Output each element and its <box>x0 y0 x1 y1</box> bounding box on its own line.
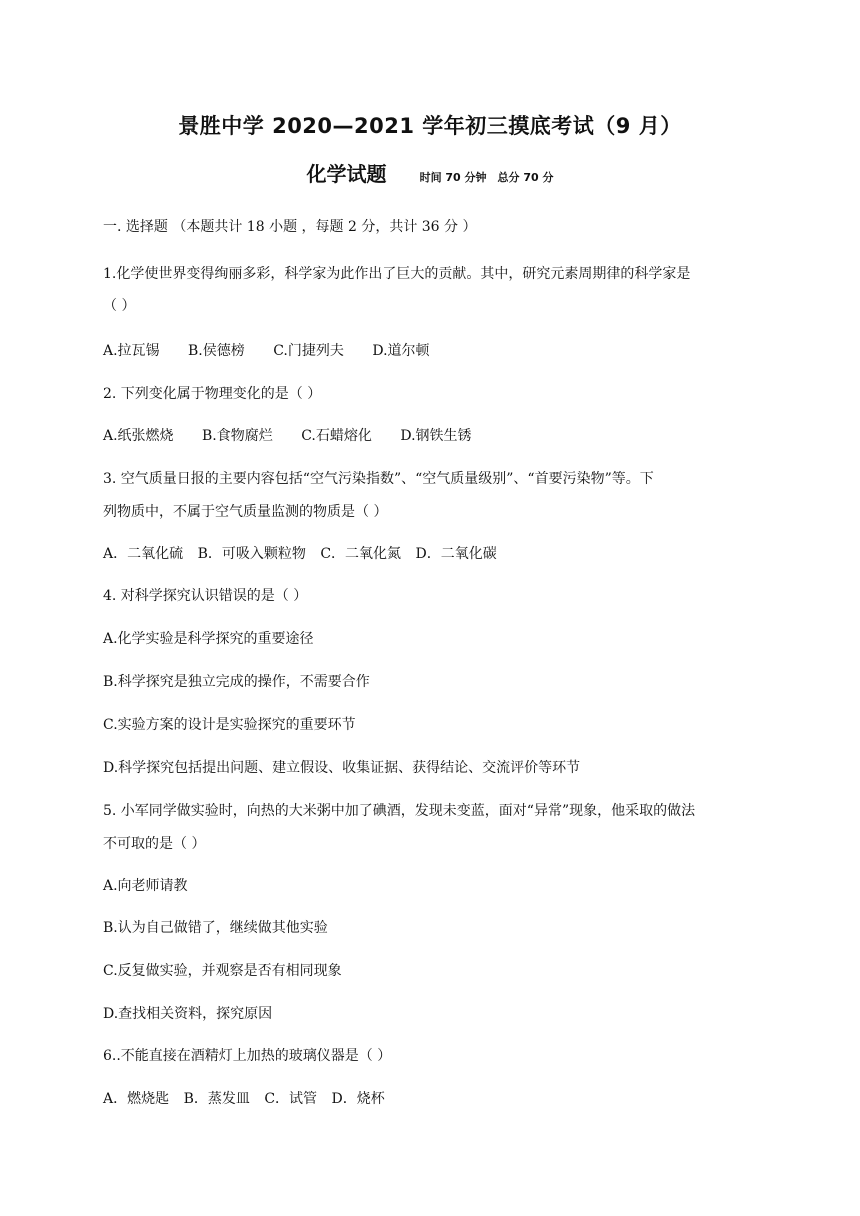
option-c: C．二氧化氮 <box>320 546 402 562</box>
question-2-options <box>103 425 496 445</box>
option-c: C.门捷列夫 <box>273 343 344 359</box>
question-5-text: 5. 小军同学做实验时，向热的大米粥中加了碘酒，发现未变蓝，面对“异常”现象，他采取的做法 <box>103 803 696 819</box>
question-2-text: 2. 下列变化属于物理变化的是（ ） <box>103 386 322 402</box>
question-5-option-c: C.反复做实验，并观察是否有相同现象 <box>103 963 342 979</box>
question-3-options <box>103 543 507 563</box>
option-d: D.道尔顿 <box>372 343 430 359</box>
option-d: D．烧杯 <box>331 1091 385 1107</box>
question-5-option-b: B.认为自己做错了，继续做其他实验 <box>103 920 328 936</box>
option-c: C．试管 <box>264 1091 318 1107</box>
question-5-option-a: A.向老师请教 <box>103 878 188 894</box>
option-a: A.纸张燃烧 <box>103 428 174 444</box>
option-a: A．燃烧匙 <box>103 1091 170 1107</box>
subject-title: 化学试题 <box>306 162 387 186</box>
option-b: B.侯德榜 <box>188 343 245 359</box>
option-b: B.食物腐烂 <box>202 428 273 444</box>
question-3-text: 3. 空气质量日报的主要内容包括“空气污染指数”、“空气质量级别”、“首要污染物”等。下 <box>103 471 654 487</box>
option-b: B．可吸入颗粒物 <box>197 546 306 562</box>
question-4-text: 4. 对科学探究认识错误的是（ ） <box>103 588 308 604</box>
question-5-option-d: D.查找相关资料，探究原因 <box>103 1006 273 1022</box>
option-d: D.钢铁生锈 <box>400 428 472 444</box>
question-5-text-cont: 不可取的是（ ） <box>103 836 206 852</box>
exam-title: 景胜中学 2020—2021 学年初三摸底考试（9 月） <box>178 114 682 138</box>
option-d: D．二氧化碳 <box>415 546 497 562</box>
subtitle-row <box>0 158 860 187</box>
exam-meta: 时间 70 分钟 总分 70 分 <box>419 171 554 184</box>
question-1-text-cont: （ ） <box>103 298 136 314</box>
option-b: B．蒸发皿 <box>183 1091 250 1107</box>
section-heading: 一. 选择题 （本题共计 18 小题 ，每题 2 分，共计 36 分 ） <box>103 219 477 235</box>
option-a: A．二氧化硫 <box>103 546 184 562</box>
question-1-text: 1.化学使世界变得绚丽多彩，科学家为此作出了巨大的贡献。其中，研究元素周期律的科学家是 <box>103 266 691 282</box>
question-4-option-d: D.科学探究包括提出问题、建立假设、收集证据、获得结论、交流评价等环节 <box>103 760 581 776</box>
option-c: C.石蜡熔化 <box>301 428 372 444</box>
question-4-option-a: A.化学实验是科学探究的重要途径 <box>103 631 314 647</box>
option-a: A.拉瓦锡 <box>103 343 160 359</box>
question-6-text: 6..不能直接在酒精灯上加热的玻璃仪器是（ ） <box>103 1048 392 1064</box>
question-4-option-b: B.科学探究是独立完成的操作，不需要合作 <box>103 674 370 690</box>
question-6-options <box>103 1088 395 1108</box>
question-4-option-c: C.实验方案的设计是实验探究的重要环节 <box>103 717 356 733</box>
question-3-text-cont: 列物质中，不属于空气质量监测的物质是（ ） <box>103 504 388 520</box>
question-1-options <box>103 340 454 360</box>
